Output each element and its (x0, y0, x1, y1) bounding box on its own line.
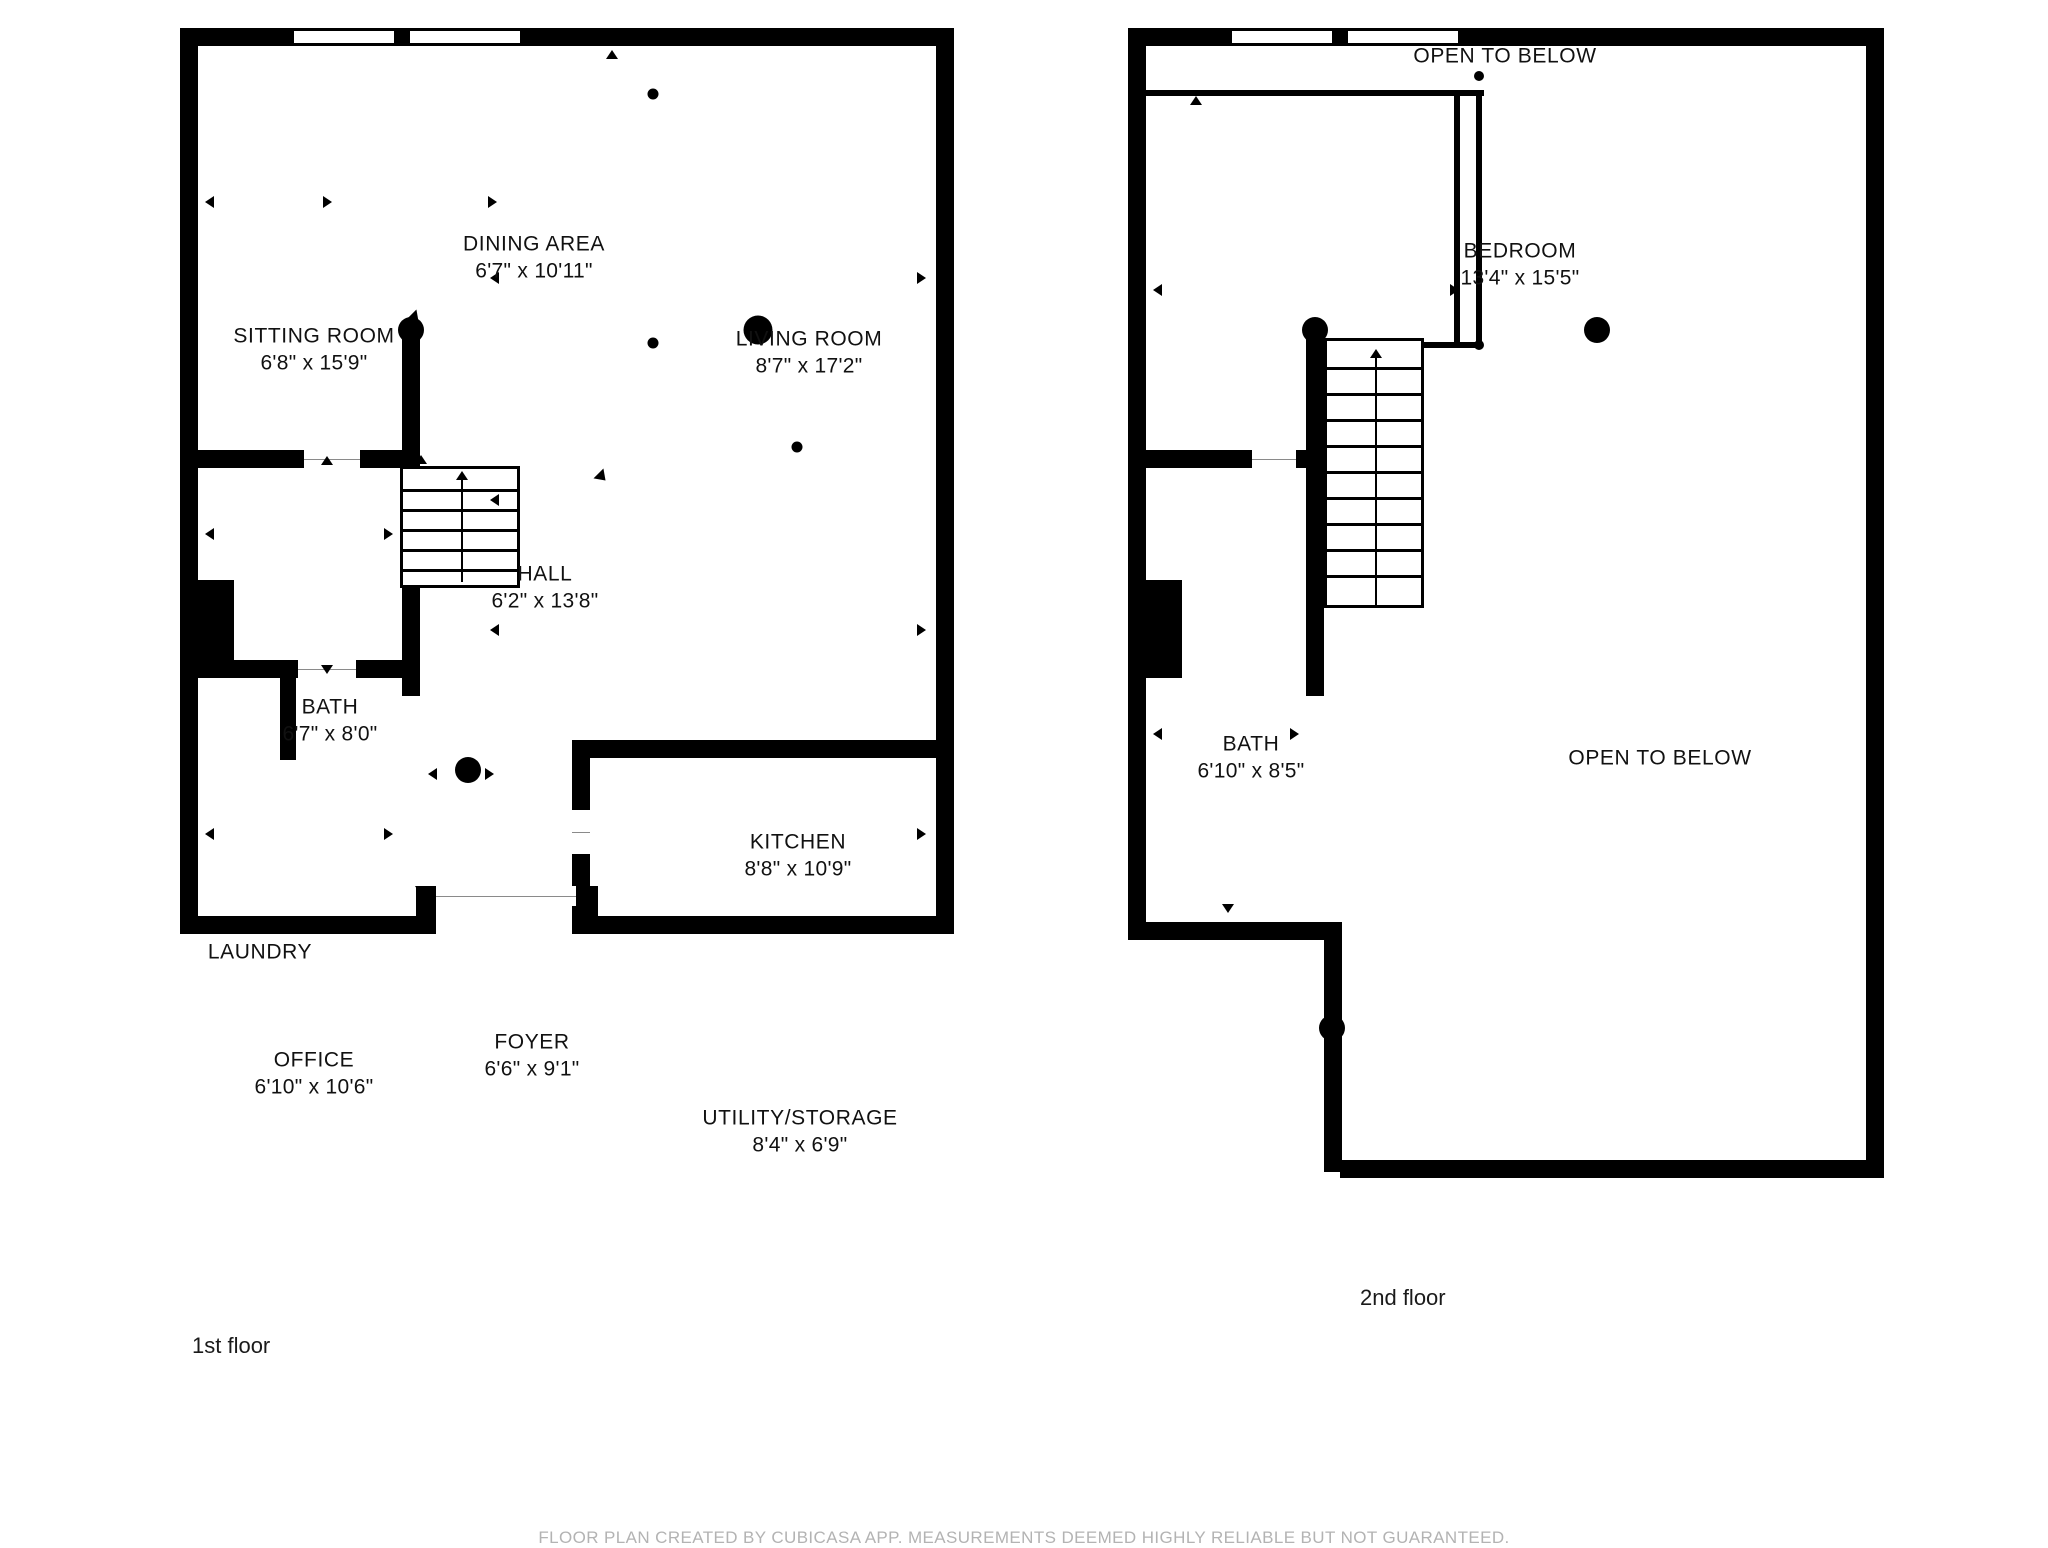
fixture-light-foyer (455, 757, 481, 783)
dimension-arrow (323, 196, 332, 208)
wall2-lower-left-vert (1128, 788, 1146, 940)
dimension-arrow (428, 768, 437, 780)
room-label-dining-area (463, 231, 605, 286)
rail-corner-dot (1474, 71, 1484, 81)
fixture-light-large (1584, 317, 1610, 343)
rail-open-to-below-vert (1476, 90, 1482, 348)
room-label-utility-storage (702, 1105, 897, 1160)
room-label-kitchen (744, 829, 851, 884)
dimension-arrow (917, 624, 926, 636)
fixture-light-large (1319, 1015, 1345, 1041)
dimension-arrow (384, 528, 393, 540)
dimension-arrow (408, 665, 420, 674)
room-name: OFFICE (273, 1048, 355, 1072)
dimension-arrow (490, 624, 499, 636)
wall2-lower-left-drop (1324, 922, 1342, 1172)
dimension-arrow (917, 828, 926, 840)
dimension-arrow (606, 50, 618, 59)
wall2-exterior-bottom (1340, 1160, 1884, 1178)
fixture-dot (648, 338, 659, 349)
wall-exterior-right (936, 28, 954, 934)
dimension-arrow (1450, 284, 1459, 296)
window2-top-right (1348, 29, 1458, 45)
dimension-arrow (205, 828, 214, 840)
dimension-arrow (321, 456, 333, 465)
wall2-exterior-right (1866, 28, 1884, 1178)
dimension-arrow-diagonal (595, 472, 608, 485)
wall2-stair-left (1306, 328, 1324, 696)
wall-exterior-bottom-left (180, 916, 426, 934)
wall2-bath-top-right (1296, 450, 1324, 468)
dimension-arrow (384, 828, 393, 840)
dimension-arrow (321, 665, 333, 674)
footer-disclaimer: FLOOR PLAN CREATED BY CUBICASA APP. MEASUREMENTS DEEMED HIGHLY RELIABLE BUT NOT GUARANTEED. (538, 1528, 1510, 1547)
door-foyer-swing (436, 896, 576, 897)
wall2-lower-left-horz (1128, 922, 1342, 940)
floor-caption-second: 2nd floor (1360, 1285, 1446, 1310)
second-floor-plan (1110, 28, 1910, 908)
wall-exterior-bottom-right (598, 916, 954, 934)
room-name: BATH (1222, 732, 1280, 756)
dimension-arrow (415, 886, 427, 895)
room-name: DINING AREA (463, 232, 605, 256)
wall-exterior-left (180, 28, 198, 934)
room-label-laundry (208, 938, 312, 965)
dimension-arrow (488, 196, 497, 208)
room-name: UTILITY/STORAGE (702, 1106, 898, 1130)
dimension-arrow (1153, 284, 1162, 296)
floor-caption-first: 1st floor (192, 1333, 271, 1358)
room-name: LIVING ROOM (735, 327, 883, 351)
staircase-second-floor (1324, 338, 1424, 608)
room-label-bath (282, 694, 377, 749)
dimension-arrow (485, 768, 494, 780)
room-dims: 6'10" x 10'6" (254, 1076, 374, 1099)
room-name: LAUNDRY (207, 940, 313, 964)
dimension-arrow (490, 494, 499, 506)
fixture-light-large (744, 316, 773, 345)
wall-bath-top (180, 450, 304, 468)
room-name: OPEN TO BELOW (1568, 746, 1752, 770)
room-label-office (254, 1047, 373, 1102)
room-dims: 8'7" x 17'2" (755, 355, 863, 378)
wall-utility-top (572, 740, 954, 758)
room-name: SITTING ROOM (233, 324, 395, 348)
dimension-arrow (1222, 456, 1234, 465)
room-name: BEDROOM (1463, 239, 1577, 263)
room-name: KITCHEN (749, 830, 847, 854)
room-dims: 8'4" x 6'9" (752, 1134, 848, 1157)
staircase-first-floor (400, 466, 520, 588)
dimension-arrow (205, 196, 214, 208)
room-dims: 6'2" x 13'8" (491, 590, 599, 613)
wall-bath-bottom (180, 660, 298, 678)
room-name: FOYER (494, 1030, 570, 1054)
room-name: OPEN TO BELOW (1413, 44, 1597, 68)
room-dims: 6'7" x 10'11" (475, 260, 593, 283)
door2-bath-swing (1252, 459, 1296, 460)
window-top-right (410, 29, 520, 45)
dimension-arrow (1222, 904, 1234, 913)
dimension-arrow (1190, 96, 1202, 105)
room-dims: 8'8" x 10'9" (744, 858, 852, 881)
first-floor-plan (180, 28, 970, 1157)
room-name: BATH (301, 695, 359, 719)
room-label-open-to-below-lower (1568, 744, 1751, 771)
dimension-arrow (607, 921, 619, 930)
door-utility-swing (572, 832, 590, 833)
room-name: HALL (517, 562, 573, 586)
dimension-arrow (917, 272, 926, 284)
dimension-arrow (1290, 728, 1299, 740)
wall-laundry-right (280, 678, 296, 760)
dimension-arrow (205, 528, 214, 540)
rail-corner-dot (1474, 340, 1484, 350)
room-dims: 13'4" x 15'5" (1460, 267, 1580, 290)
dimension-arrow (415, 455, 427, 464)
room-label-open-to-below-top (1413, 42, 1596, 69)
dimension-arrow (490, 272, 499, 284)
rail-open-to-below-vert-inner (1454, 90, 1460, 348)
wall2-bath-block (1128, 580, 1182, 678)
dimension-arrow (321, 921, 333, 930)
window-top-left (294, 29, 394, 45)
dimension-arrow (1153, 728, 1162, 740)
dimension-arrow-diagonal (408, 313, 421, 326)
room-label-sitting-room (233, 323, 394, 378)
room-label-foyer (484, 1029, 579, 1084)
fixture-dot (792, 442, 803, 453)
room-dims: 6'6" x 9'1" (484, 1058, 580, 1081)
window2-top-left (1232, 29, 1332, 45)
room-dims: 6'8" x 15'9" (260, 352, 368, 375)
room-dims: 6'10" x 8'5" (1197, 760, 1305, 783)
room-dims: 6'7" x 8'0" (282, 723, 378, 746)
room-label-bath-2nd (1197, 731, 1304, 786)
dimension-arrow (607, 746, 619, 755)
fixture-light-large (1302, 317, 1328, 343)
fixture-dot (648, 89, 659, 100)
